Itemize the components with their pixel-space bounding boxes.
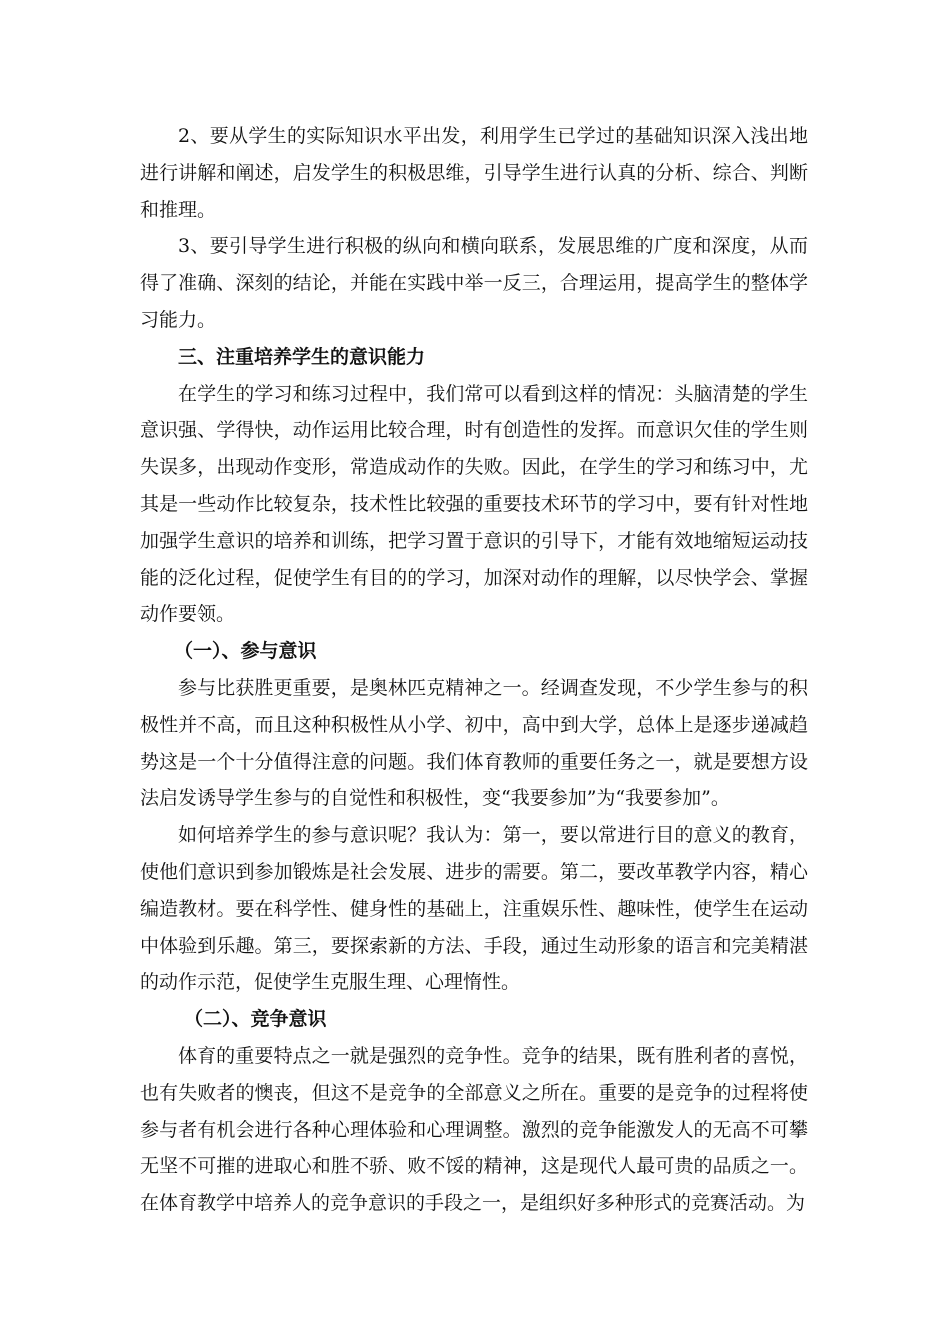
paragraph-awareness-intro: 在学生的学习和练习过程中，我们常可以看到这样的情况：头脑清楚的学生意识强、学得快，动作运用比较合理，时有创造性的发挥。而意识欠佳的学生则失误多，出现动作变形，常造成动作的失败。因此，在学生的学习和练习中，尤其是一些动作比较复杂，技术性比较强的重要技术环节的学习中，要有针对性地加强学生意识的培养和训练，把学习置于意识的引导下，才能有效地缩短运动技能的泛化过程，促使学生有目的的学习，加深对动作的理解，以尽快学会、掌握动作要领。 (140, 382, 808, 626)
paragraph-participation-1: 参与比获胜更重要，是奥林匹克精神之一。经调查发现，不少学生参与的积极性并不高，而且这种积极性从小学、初中，高中到大学，总体上是逐步递减趋势这是一个十分值得注意的问题。我们体育教师的重要任务之一，就是要想方设法启发诱导学生参与的自觉性和积极性，变“我要参加”为“我要参加”。 (140, 676, 808, 810)
document-body (140, 118, 808, 1222)
section-heading-awareness: 三、注重培养学生的意识能力 (178, 345, 426, 368)
paragraph-competition: 体育的重要特点之一就是强烈的竞争性。竞争的结果，既有胜利者的喜悦，也有失败者的懊丧，但这不是竞争的全部意义之所在。重要的是竞争的过程将使参与者有机会进行各种心理体验和心理调整。激烈的竞争能激发人的无高不可攀无坚不可摧的进取心和胜不骄、败不馁的精神，这是现代人最可贵的品质之一。在体育教学中培养人的竞争意识的手段之一，是组织好多种形式的竞赛活动。为 (140, 1044, 808, 1215)
paragraph-point-3: 3、要引导学生进行积极的纵向和横向联系，发展思维的广度和深度，从而得了准确、深刻的结论，并能在实践中举一反三，合理运用，提高学生的整体学习能力。 (140, 235, 808, 331)
paragraph-participation-2: 如何培养学生的参与意识呢？我认为：第一，要以常进行目的意义的教育，使他们意识到参加锻炼是社会发展、进步的需要。第二，要改革教学内容，精心编造教材。要在科学性、健身性的基础上，注重娱乐性、趣味性，使学生在运动中体验到乐趣。第三，要探索新的方法、手段，通过生动形象的语言和完美精湛的动作示范，促使学生克服生理、心理惰性。 (140, 824, 808, 994)
subheading-participation: （一）、参与意识 (174, 640, 317, 663)
subheading-competition: （二）、竞争意识 (184, 1008, 327, 1031)
paragraph-point-2: 2、要从学生的实际知识水平出发，利用学生已学过的基础知识深入浅出地进行讲解和阐述，启发学生的积极思维，引导学生进行认真的分析、综合、判断和推理。 (140, 125, 808, 221)
